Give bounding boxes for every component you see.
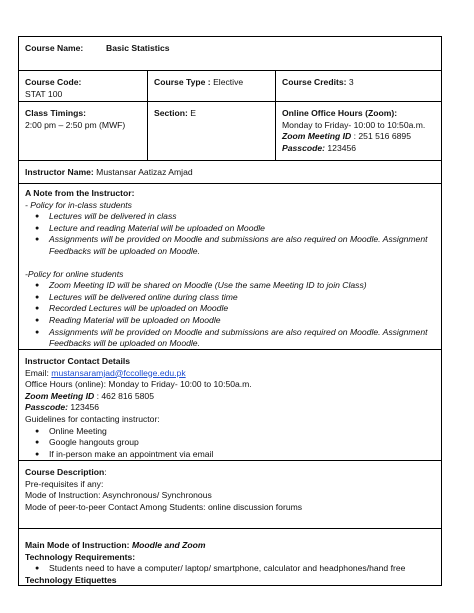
course-name-value: Basic Statistics (106, 43, 170, 53)
mode-of-instruction: Mode of Instruction: Asynchronous/ Synchronous (25, 490, 212, 501)
course-type-cell (147, 71, 275, 101)
list-item: ● If in-person make an appointment via email (25, 449, 435, 461)
course-name-row (19, 37, 441, 71)
passcode-label: Passcode: (282, 142, 325, 153)
instruction-row (19, 529, 441, 585)
course-code-label: Course Code: (25, 77, 82, 87)
tech-requirements-label: Technology Requirements: (25, 551, 136, 562)
main-mode-value: Moodle and Zoom (131, 540, 206, 550)
section-cell (147, 102, 275, 160)
class-timings-label: Class Timings: (25, 108, 86, 118)
office-hours-label: Online Office Hours (Zoom): (282, 108, 398, 118)
meeting-id-label: Zoom Meeting ID (282, 131, 352, 142)
list-item: ● Reading Material will be uploaded on Moodle (25, 315, 435, 327)
course-type-label: Course Type : (154, 77, 211, 87)
peer-contact-mode: Mode of peer-to-peer Contact Among Students: online discussion forums (25, 501, 303, 512)
meeting-id-value: : 251 516 6895 (353, 131, 411, 142)
course-type-value: Elective (213, 77, 244, 87)
course-credits-value: 3 (348, 77, 354, 87)
list-item: ● Recorded Lectures will be uploaded on Moodle (25, 303, 435, 315)
section-value: E (190, 108, 197, 118)
online-policy-heading: -Policy for online students (25, 268, 124, 279)
course-code-value: STAT 100 (25, 88, 63, 99)
list-item: ● Students need to have a computer/ laptop/ smartphone, calculator and headphones/hand free (25, 563, 435, 575)
contact-guidelines: Guidelines for contacting instructor: (25, 413, 160, 424)
note-title: A Note from the Instructor: (25, 188, 135, 198)
main-mode-label: Main Mode of Instruction: (25, 540, 130, 550)
class-timings-cell (19, 102, 147, 160)
description-title-suffix: : (104, 467, 107, 477)
inclass-policy-list (25, 211, 435, 257)
online-policy-list (25, 280, 435, 350)
passcode-value: 123456 (327, 142, 357, 153)
contact-title: Instructor Contact Details (25, 356, 131, 366)
list-item: ● Zoom Meeting ID will be shared on Moodle (Use the same Meeting ID to join Class) (25, 280, 435, 292)
contact-passcode-value: 123456 (70, 402, 100, 413)
email-label: Email: (25, 367, 49, 378)
inclass-policy-heading: - Policy for in-class students (25, 199, 132, 210)
instructor-note-row (19, 184, 441, 350)
instructor-row (19, 161, 441, 184)
email-link[interactable]: mustansaramjad@fccollege.edu.pk (51, 367, 186, 378)
description-title: Course Description (25, 467, 105, 477)
contact-meeting-id-label: Zoom Meeting ID (25, 390, 95, 401)
course-name-label: Course Name: (25, 43, 84, 53)
contact-office-hours: Office Hours (online): Monday to Friday- 10:00 to 10:50a.m. (25, 379, 252, 390)
course-description-row (19, 461, 441, 529)
list-item: ● Google hangouts group (25, 437, 435, 449)
course-credits-cell (275, 71, 441, 101)
office-hours-value: Monday to Friday- 10:00 to 10:50a.m. (282, 119, 426, 130)
tech-etiquettes-label: Technology Etiquettes (25, 574, 117, 585)
schedule-row (19, 102, 441, 161)
section-label: Section: (154, 108, 188, 118)
instructor-value: Mustansar Aatizaz Amjad (96, 167, 193, 177)
list-item: ● Lecture and reading Material will be uploaded on Moodle (25, 223, 435, 235)
course-info-row (19, 71, 441, 102)
class-timings-value: 2:00 pm – 2:50 pm (MWF) (25, 119, 126, 130)
course-credits-label: Course Credits: (282, 77, 347, 87)
contact-guidelines-list (25, 426, 435, 461)
tech-requirements-list (25, 563, 435, 575)
contact-passcode-label: Passcode: (25, 402, 68, 413)
course-code-cell (19, 71, 147, 101)
contact-meeting-id-value: : 462 816 5805 (96, 390, 154, 401)
contact-details-row (19, 350, 441, 461)
office-hours-cell (275, 102, 441, 160)
course-outline-table (18, 36, 442, 586)
list-item: ● Lectures will be delivered online during class time (25, 292, 435, 304)
list-item: ● Assignments will be provided on Moodle and submissions are also required on Moodle. Assignment Feedbacks will be uploaded on Moodle. (25, 327, 435, 350)
list-item: ● Assignments will be provided on Moodle and submissions are also required on Moodle. Assignment Feedbacks will be uploaded on Moodle. (25, 234, 435, 257)
list-item: ● Lectures will be delivered in class (25, 211, 435, 223)
prerequisites: Pre-requisites if any: (25, 478, 104, 489)
instructor-label: Instructor Name: (25, 167, 94, 177)
list-item: ● Online Meeting (25, 426, 435, 438)
